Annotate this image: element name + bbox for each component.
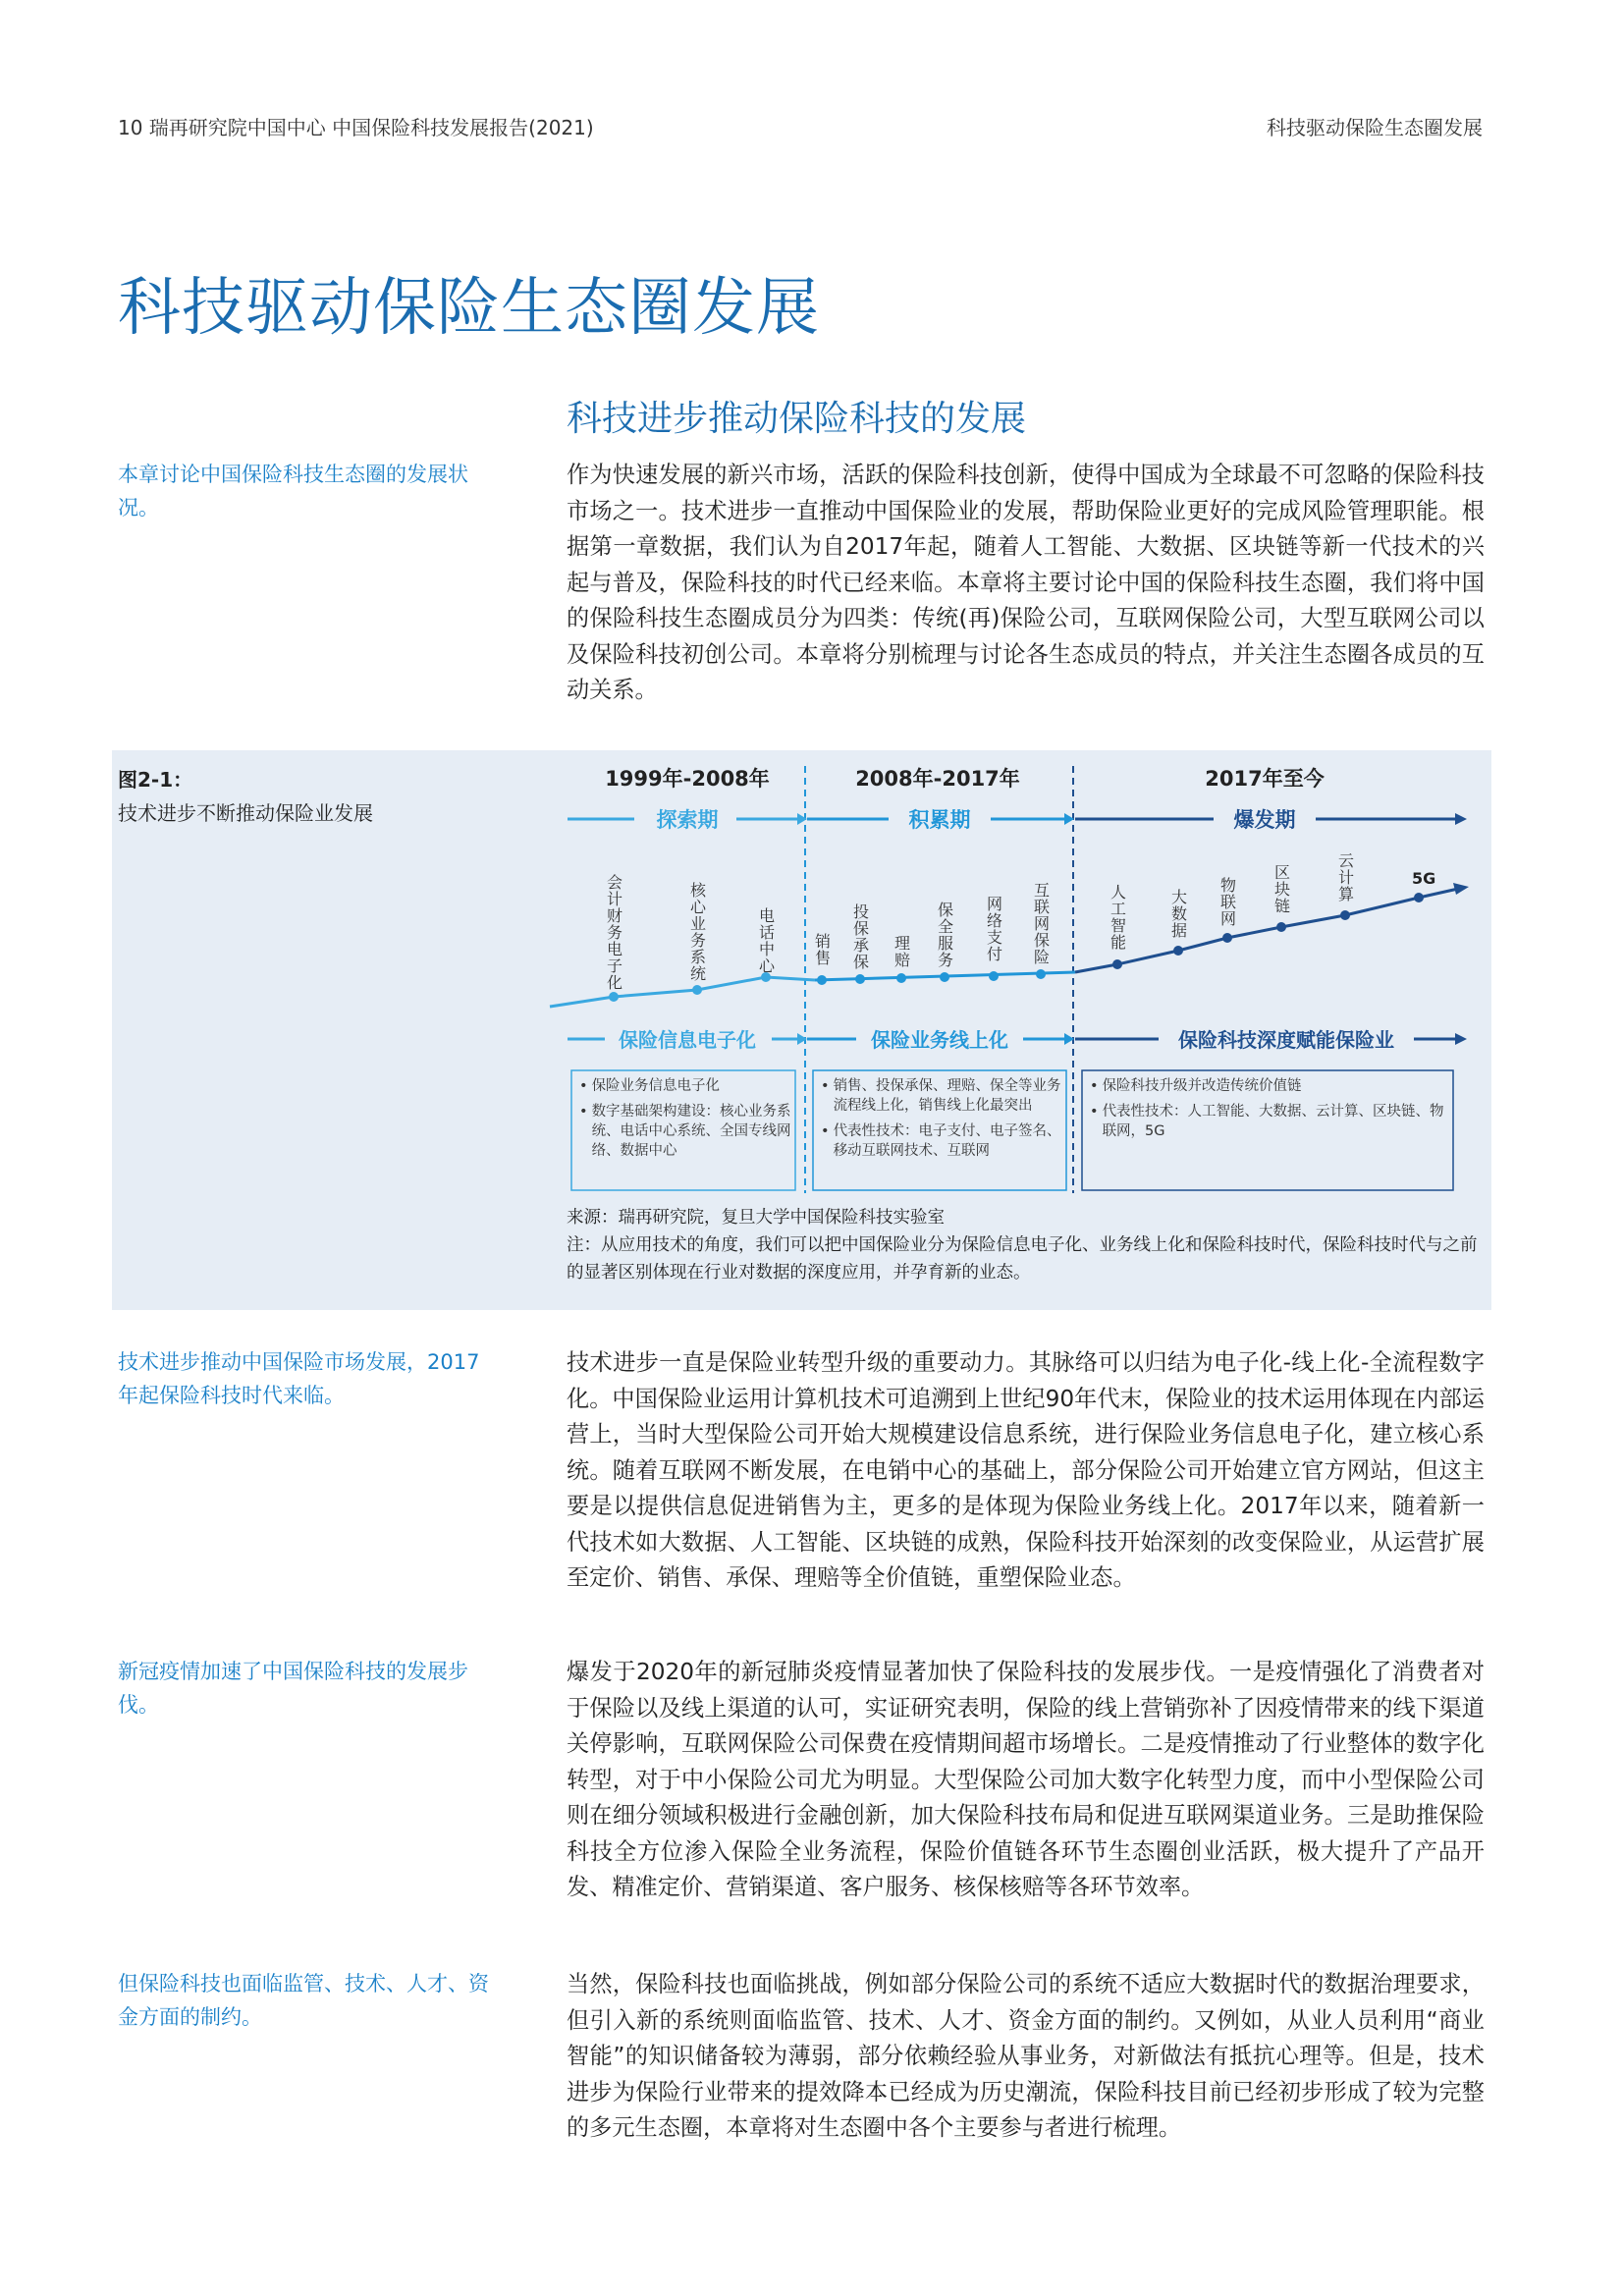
bullet-item: 销售、投保承保、理赔、保全等业务流程线上化，销售线上化最突出	[833, 1078, 1061, 1114]
milestone-label: 核心业务系统	[687, 882, 707, 982]
phase-arrow-3	[1075, 805, 1467, 833]
period-2-years: 2008年-2017年	[855, 767, 1020, 791]
paragraph-1: 作为快速发展的新兴市场，活跃的保险科技创新，使得中国成为全球最不可忽略的保险科技市场之一。技术进步一直推动中国保险业的发展，帮助保险业更好的完成风险管理职能。根据第一章数据，我们认为自2017年起，随着人工智能、大数据、区块链等新一代技术的兴起与普及，保险科技的时代已经来临。本章将主要讨论中国的保险科技生态圈，我们将中国的保险科技生态圈成员分为四类：传统(再)保险公司，互联网保险公司，大型互联网公司以及保险科技初创公司。本章将分别梳理与讨论各生态成员的特点，并关注生态圈各成员的互动关系。	[567, 462, 1485, 703]
milestone-label: 互联网保险	[1031, 882, 1051, 965]
period-1-years: 1999年-2008年	[605, 767, 770, 791]
milestone-label: 销售	[812, 933, 832, 966]
phase-arrow-2	[807, 805, 1074, 833]
paragraph-4: 当然，保险科技也面临挑战，例如部分保险公司的系统不适应大数据时代的数据治理要求，但引入新的系统则面临监管、技术、人才、资金方面的制约。又例如，从业人员利用“商业智能”的知识储备较为薄弱，部分依赖经验从事业务，对新做法有抵抗心理等。但是，技术进步为保险行业带来的提效降本已经成为历史潮流，保险科技目前已经初步形成了较为完整的多元生态圈，本章将对生态圈中各个主要参与者进行梳理。	[567, 1971, 1485, 2141]
bullet-list-1: • 保险业务信息电子化 • 数字基础架构建设：核心业务系统、电话中心系统、全国专线网络、数据中心	[579, 1078, 791, 1159]
growth-curve-arrowhead	[1453, 883, 1469, 895]
growth-curve-late	[1075, 889, 1458, 972]
milestone-label: 会计财务电子化	[604, 874, 623, 991]
sidenote-3: 新冠疫情加速了中国保险科技的发展步伐。	[118, 1660, 468, 1717]
bullet-item: 数字基础架构建设：核心业务系统、电话中心系统、全国专线网络、数据中心	[591, 1104, 791, 1159]
milestone-dots	[609, 893, 1424, 1002]
phase-2-label: 积累期	[908, 808, 971, 832]
stage-1-label: 保险信息电子化	[619, 1028, 756, 1052]
bullet-item: 保险科技升级并改造传统价值链	[1102, 1078, 1302, 1094]
paragraph-2: 技术进步一直是保险业转型升级的重要动力。其脉络可以归结为电子化-线上化-全流程数字化。中国保险业运用计算机技术可追溯到上世纪90年代末，保险业的技术运用体现在内部运营上，当时大型保险公司开始大规模建设信息系统，进行保险业务信息电子化，建立核心系统。随着互联网不断发展，在电销中心的基础上，部分保险公司开始建立官方网站，但这主要是以提供信息促进销售为主，更多的是体现为保险业务线上化。2017年以来，随着新一代技术如大数据、人工智能、区块链的成熟，保险科技开始深刻的改变保险业，从运营扩展至定价、销售、承保、理赔等全价值链，重塑保险业态。	[567, 1349, 1485, 1591]
bullet-item: 代表性技术：人工智能、大数据、云计算、区块链、物联网，5G	[1102, 1104, 1444, 1139]
page-title: 科技驱动保险生态圈发展	[118, 272, 820, 345]
paragraph-3: 爆发于2020年的新冠肺炎疫情显著加快了保险科技的发展步伐。一是疫情强化了消费者对于保险以及线上渠道的认可，实证研究表明，保险的线上营销弥补了因疫情带来的线下渠道关停影响，互联网保险公司保费在疫情期间超市场增长。二是疫情推动了行业整体的数字化转型，对于中小保险公司尤为明显。大型保险公司加大数字化转型力度，而中小型保险公司则在细分领域积极进行金融创新，加大保险科技布局和促进互联网渠道业务。三是助推保险科技全方位渗入保险全业务流程，保险价值链各环节生态圈创业活跃，极大提升了产品开发、精准定价、营销渠道、客户服务、核保核赔等各环节效率。	[567, 1659, 1485, 1900]
stage-arrow-1	[568, 1025, 807, 1053]
milestone-label-5g: 5G	[1412, 869, 1436, 888]
milestone-label: 物联网	[1217, 877, 1237, 927]
running-header-left: 10 瑞再研究院中国中心 中国保险科技发展报告(2021)	[118, 116, 594, 139]
milestone-label: 区块链	[1271, 864, 1291, 914]
milestone-label: 云计算	[1335, 852, 1355, 902]
milestone-label: 电话中心	[756, 907, 776, 974]
figure-label: 图2-1：	[118, 768, 193, 792]
period-3-years: 2017年至今	[1205, 767, 1325, 791]
sidenote-1: 本章讨论中国保险科技生态圈的发展状况。	[118, 463, 468, 519]
stage-3-label: 保险科技深度赋能保险业	[1178, 1028, 1394, 1052]
milestone-label: 网络支付	[984, 896, 1003, 962]
sidenote-2: 技术进步推动中国保险市场发展，2017年起保险科技时代来临。	[118, 1350, 480, 1407]
figure-source: 来源：瑞再研究院，复旦大学中国保险科技实验室	[567, 1208, 945, 1228]
milestone-label: 理赔	[892, 935, 911, 968]
milestone-label: 大数据	[1168, 889, 1188, 939]
stage-arrow-2	[807, 1025, 1074, 1053]
milestone-label: 投保承保	[850, 903, 870, 970]
milestone-label: 人工智能	[1108, 884, 1127, 951]
phase-3-label: 爆发期	[1233, 808, 1296, 832]
bullet-item: 代表性技术：电子支付、电子签名、移动互联网技术、互联网	[833, 1123, 1061, 1159]
milestone-label: 保全服务	[935, 902, 954, 968]
section-title: 科技进步推动保险科技的发展	[567, 399, 1027, 439]
stage-2-label: 保险业务线上化	[871, 1028, 1008, 1052]
phase-1-label: 探索期	[656, 808, 719, 832]
stage-arrow-3	[1075, 1025, 1467, 1053]
growth-curve-early	[550, 977, 815, 1007]
bullet-item: 保险业务信息电子化	[591, 1078, 721, 1094]
phase-arrow-1	[568, 805, 807, 833]
sidenote-4: 但保险科技也面临监管、技术、人才、资金方面的制约。	[118, 1972, 489, 2029]
figure-caption: 技术进步不断推动保险业发展	[118, 801, 373, 825]
bullet-list-2: • 销售、投保承保、理赔、保全等业务流程线上化，销售线上化最突出 • 代表性技术：电子支付、电子签名、移动互联网技术、互联网	[821, 1078, 1061, 1159]
running-header-right: 科技驱动保险生态圈发展	[1267, 116, 1483, 139]
bullet-list-3: • 保险科技升级并改造传统价值链 • 代表性技术：人工智能、大数据、云计算、区块链、物联网，5G	[1090, 1076, 1447, 1141]
figure-note: 注：从应用技术的角度，我们可以把中国保险业分为保险信息电子化、业务线上化和保险科技时代，保险科技时代与之前的显著区别体现在行业对数据的深度应用，并孕育新的业态。	[567, 1235, 1478, 1283]
